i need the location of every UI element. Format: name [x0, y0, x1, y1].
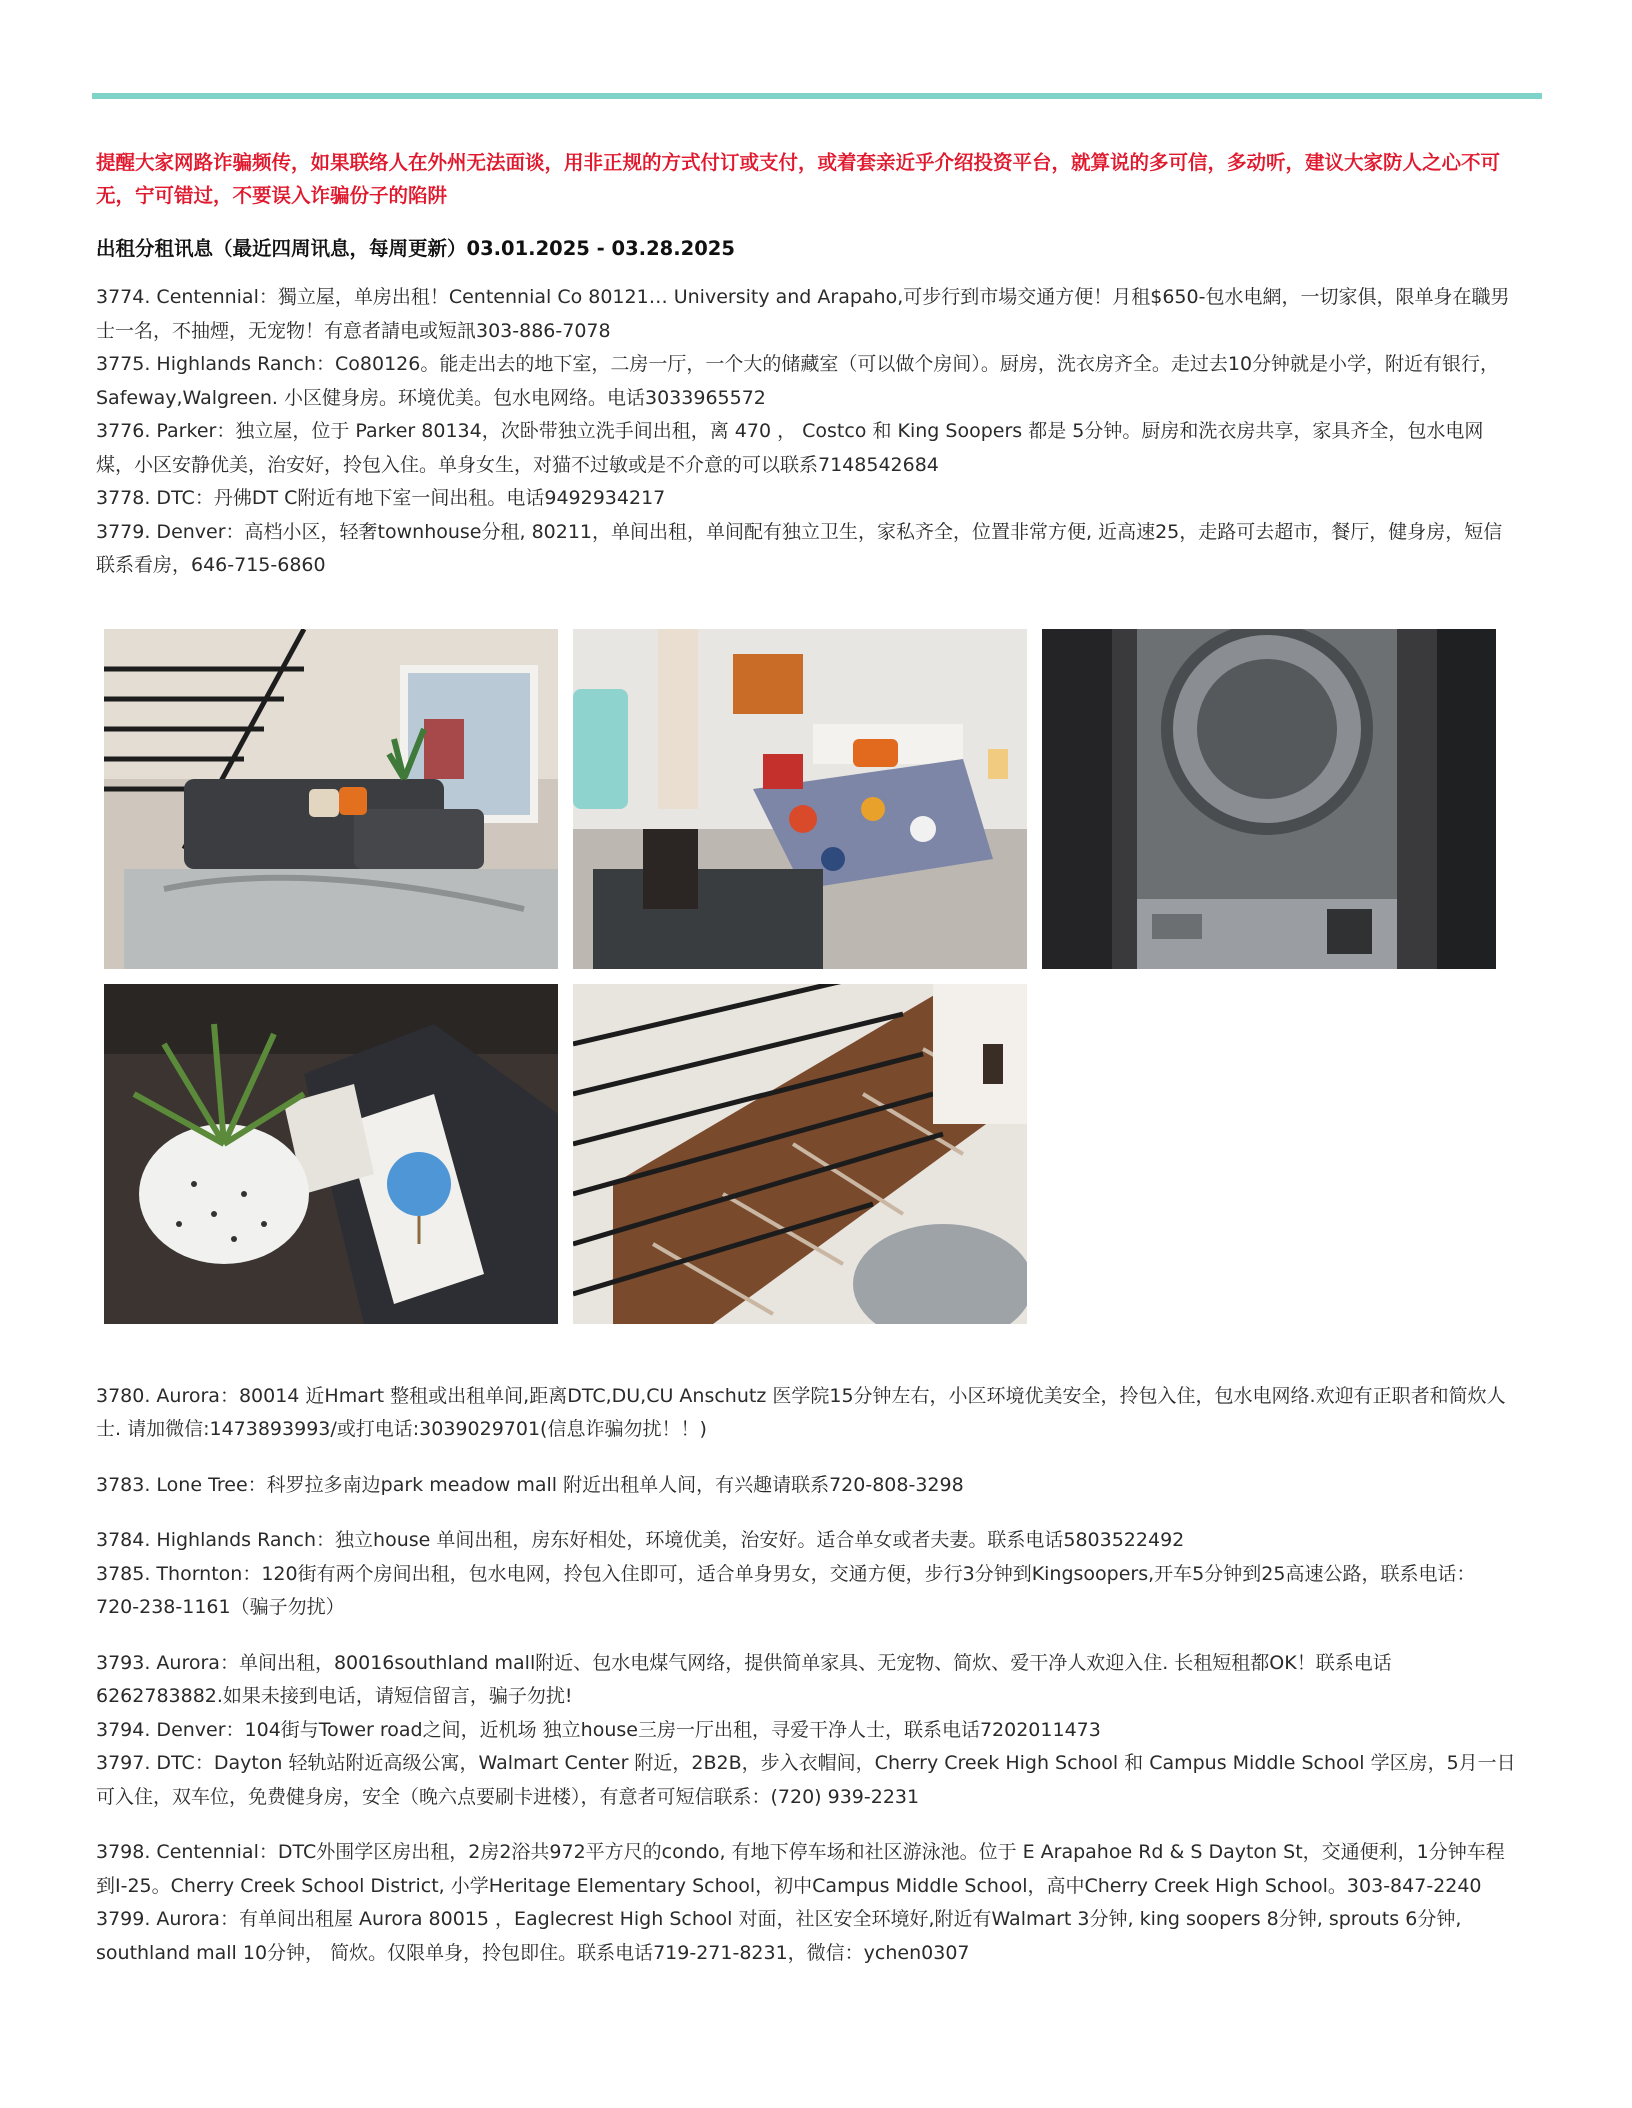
- list-item: 3793. Aurora：单间出租，80016southland mall附近、包水电煤气网络，提供简单家具、无宠物、简炊、爱干净人欢迎入住. 长租短租都OK！联系电话6262783882.如果未接到电话，请短信留言，骗子勿扰!: [96, 1651, 1392, 1707]
- article-body: [96, 146, 1516, 1970]
- list-item: 3797. DTC：Dayton 轻轨站附近高级公寓，Walmart Center 附近，2B2B，步入衣帽间，Cherry Creek High School 和 Campus Middle School 学区房，5月一日可入住，双车位，免费健身房，安全（晚六点要刷卡进楼），有意者可短信联系：(720) 939-2231: [96, 1752, 1516, 1808]
- washer-dryer-photo[interactable]: [1042, 629, 1496, 969]
- top-divider: [92, 93, 1542, 99]
- list-item: 3780. Aurora：80014 近Hmart 整租或出租单间,距离DTC,DU,CU Anschutz 医学院15分钟左右，小区环境优美安全，拎包入住，包水电网络.欢迎有正职者和简炊人士. 请加微信:1473893993/或打电话:3039029701(信息诈骗勿扰！！): [96, 1384, 1506, 1440]
- staircase-photo[interactable]: [573, 984, 1027, 1324]
- listing-list-a: [96, 281, 1516, 583]
- photo-gallery: [104, 629, 1516, 1324]
- list-item: 3774. Centennial：獨立屋，单房出租！Centennial Co 80121… University and Arapaho,可步行到市場交通方便！月租$650-包水电網，一切家俱，限单身在職男士一名，不抽煙，无宠物！有意者請电或短訊303-886-7078: [96, 286, 1510, 342]
- rental-heading: 出租分租讯息（最近四周讯息，每周更新）03.01.2025 - 03.28.2025: [96, 237, 735, 260]
- list-item: 3799. Aurora：有单间出租屋 Aurora 80015 ，Eaglecrest High School 对面，社区安全环境好,附近有Walmart 3分钟, king soopers 8分钟, sprouts 6分钟, southland mall 10分钟， 简炊。仅限单身，拎包即住。联系电话719-271-8231，微信：ychen0307: [96, 1908, 1462, 1964]
- bedroom-photo[interactable]: [573, 629, 1027, 969]
- list-item: 3776. Parker：独立屋，位于 Parker 80134，次卧带独立洗手间出租，离 470 ， Costco 和 King Soopers 都是 5分钟。厨房和洗衣房共享，家具齐全，包水电网煤，小区安静优美，治安好，拎包入住。单身女生，对猫不过敏或是不介意的可以联系7148542684: [96, 420, 1484, 476]
- list-item: 3798. Centennial：DTC外围学区房出租，2房2浴共972平方尺的condo, 有地下停车场和社区游泳池。位于 E Arapahoe Rd & S Dayton St，交通便利，1分钟车程到I-25。Cherry Creek School District, 小学Heritage Elementary School，初中Campus Middle School，高中Cherry Creek High School。303-847-2240: [96, 1841, 1505, 1897]
- scam-warning: 提醒大家网路诈骗频传，如果联络人在外州无法面谈，用非正规的方式付订或支付，或着套亲近乎介绍投资平台，就算说的多可信，多动听，建议大家防人之心不可无，宁可错过，不要误入诈骗份子的陷阱: [96, 151, 1501, 207]
- list-item: 3794. Denver：104街与Tower road之间，近机场 独立house三房一厅出租，寻爱干净人士，联系电话7202011473: [96, 1718, 1101, 1741]
- living-room-photo[interactable]: [104, 629, 558, 969]
- list-item: 3785. Thornton：120街有两个房间出租，包水电网，拎包入住即可，适合单身男女，交通方便，步行3分钟到Kingsoopers,开车5分钟到25高速公路，联系电话：720-238-1161（骗子勿扰）: [96, 1562, 1476, 1618]
- list-item: 3775. Highlands Ranch：Co80126。能走出去的地下室，二房一厅，一个大的储藏室（可以做个房间）。厨房，洗衣房齐全。走过去10分钟就是小学，附近有银行，Safeway,Walgreen. 小区健身房。环境优美。包水电网络。电话3033965572: [96, 353, 1500, 409]
- listing-list-b: [96, 1380, 1516, 1971]
- list-item: 3778. DTC：丹佛DT C附近有地下室一间出租。电话9492934217: [96, 487, 666, 509]
- list-item: 3779. Denver：高档小区，轻奢townhouse分租, 80211，单间出租，单间配有独立卫生，家私齐全，位置非常方便, 近高速25，走路可去超市，餐厅，健身房，短信联系看房，646-715-6860: [96, 520, 1503, 576]
- plant-books-photo[interactable]: [104, 984, 558, 1324]
- list-item: 3784. Highlands Ranch：独立house 单间出租，房东好相处，环境优美，治安好。适合单女或者夫妻。联系电话5803522492: [96, 1529, 1185, 1551]
- list-item: 3783. Lone Tree：科罗拉多南边park meadow mall 附近出租单人间，有兴趣请联系720-808-3298: [96, 1473, 964, 1496]
